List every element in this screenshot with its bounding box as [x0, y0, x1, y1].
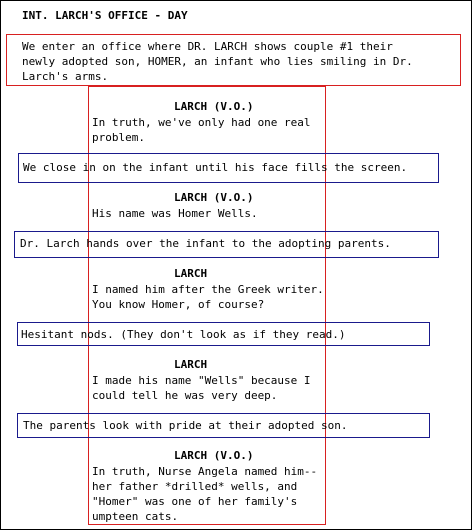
character-cue: LARCH (V.O.)	[174, 100, 254, 113]
dialogue-line: You know Homer, of course?	[92, 298, 265, 311]
dialogue-line: her father *drilled* wells, and	[92, 480, 298, 493]
intro-action-line-3: Larch's arms.	[22, 70, 109, 83]
dialogue-line: In truth, Nurse Angela named him--	[92, 465, 318, 478]
character-cue: LARCH	[174, 267, 208, 280]
character-cue: LARCH (V.O.)	[174, 449, 254, 462]
dialogue-line: umpteen cats.	[92, 510, 179, 523]
intro-action-line-2: newly adopted son, HOMER, an infant who lies smiling in Dr.	[22, 55, 413, 68]
dialogue-line: I named him after the Greek writer.	[92, 283, 324, 296]
scene-heading: INT. LARCH'S OFFICE - DAY	[22, 9, 188, 22]
action-line: Hesitant nods. (They don't look as if they read.)	[21, 328, 346, 341]
action-line: The parents look with pride at their adopted son.	[23, 419, 348, 432]
dialogue-line: "Homer" was one of her family's	[92, 495, 298, 508]
intro-action-line-1: We enter an office where DR. LARCH shows couple #1 their	[22, 40, 393, 53]
character-cue: LARCH (V.O.)	[174, 191, 254, 204]
character-cue: LARCH	[174, 358, 208, 371]
dialogue-line: His name was Homer Wells.	[92, 207, 258, 220]
dialogue-line: I made his name "Wells" because I	[92, 374, 311, 387]
action-line: We close in on the infant until his face fills the screen.	[23, 161, 408, 174]
dialogue-line: In truth, we've only had one real	[92, 116, 311, 129]
dialogue-line: could tell he was very deep.	[92, 389, 278, 402]
action-line: Dr. Larch hands over the infant to the adopting parents.	[20, 237, 391, 250]
dialogue-line: problem.	[92, 131, 145, 144]
